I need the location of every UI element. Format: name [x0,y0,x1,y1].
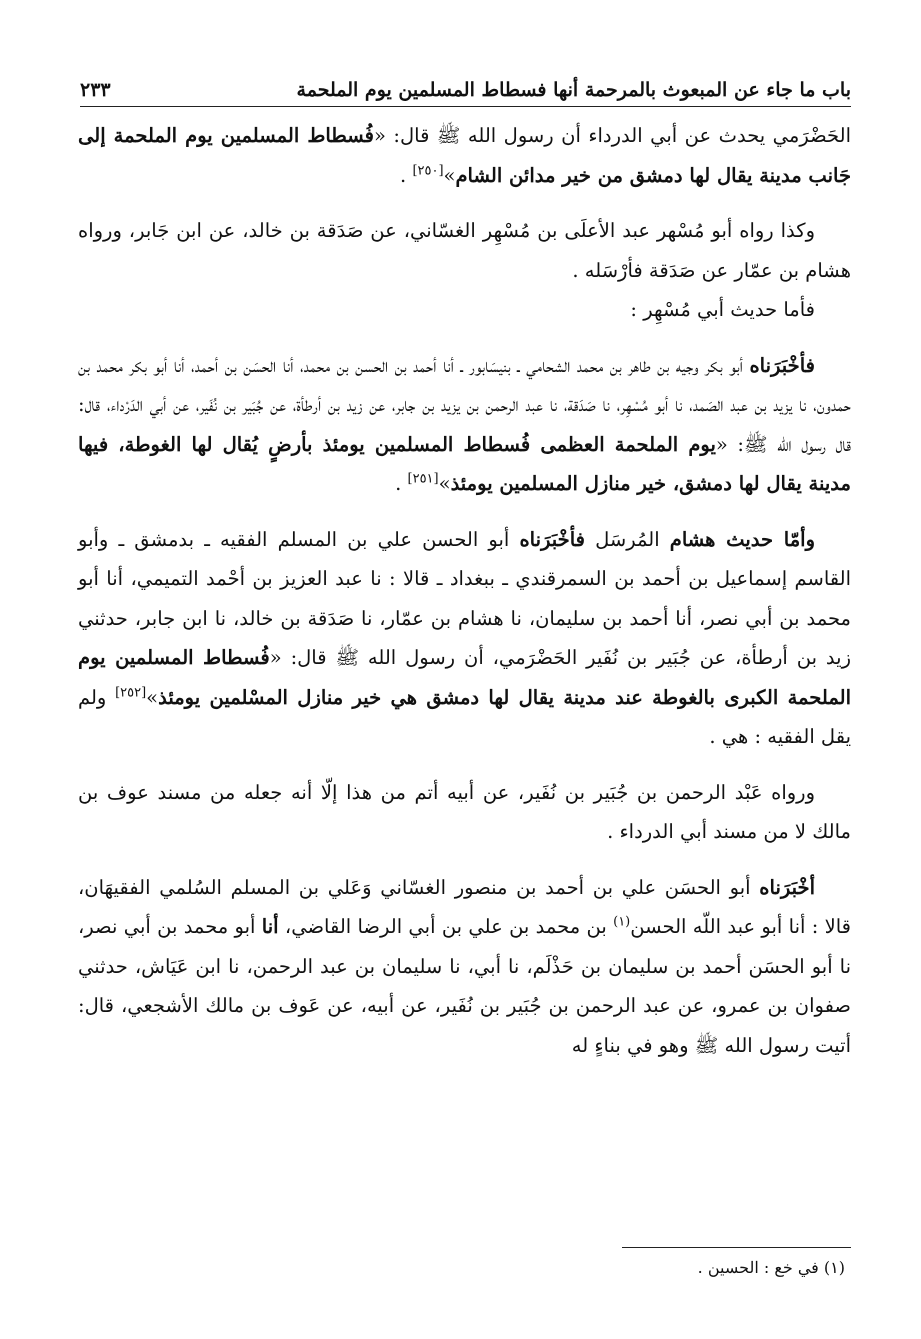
header-divider [80,106,851,107]
text-run: بن محمد بن علي بن أبي الرضا القاضي، [278,915,614,938]
bold-text: فُسطاط المسلمين يوم الملحمة إلى جَانب مدينة يقال لها دمشق من خير مدائن الشام [78,124,851,187]
paragraph [78,290,851,330]
footnote-divider [622,1247,851,1248]
text-run: » [146,685,159,709]
paragraph [78,211,851,290]
text-run: . [400,163,413,187]
reference-marker: [٢٥٢] [115,685,147,700]
text-run: » [438,472,451,495]
footnote-text: في خع : الحسين . [697,1258,819,1277]
text-run: أبو بكر وجيه بن طاهر بن محمد الشحامي ـ بنيسَابور ـ أنا أحمد بن الحسن بن محمد، أنا الحسَن بن أحمد، أنا أبو بكر محمد بن حمدون، نا يزيد بن عبد الصَمد، نا أبو مُسْهِر، نا صَدَقة، نا عبد الرحمن بن يزيد بن جابر، عن زيد بن أرطأة، عن جُبَير بن نُفَير، عن أبي الدَرْداء، قال: قال رسول الله ﷺ: « [78,353,851,456]
text-run: . [395,472,408,495]
paragraph [78,116,851,195]
text-run: ورواه عَبْد الرحمن بن جُبَير بن نُفَير، عن أبيه أتم من هذا إلّا أنه جعله من مسند عوف بن مالك لا من مسند أبي الدرداء . [78,780,851,843]
page-number: ٢٣٣ [80,79,111,101]
reference-marker: [٢٥١] [407,471,439,487]
bold-text: وأمّا حديث هشام [669,527,815,551]
reference-marker: (١) [613,914,631,930]
text-run: » [443,163,456,187]
bold-text: فأخْبَرَناه [749,353,815,377]
text-run: فأما حديث أبي مُسْهِر : [630,298,815,321]
text-run: الحَضْرَمي يحدث عن أبي الدرداء أن رسول الله ﷺ قال: « [374,124,851,147]
text-run: أبو الحسَن علي بن أحمد بن منصور الغسّاني وَعَلي بن المسلم السُلمي الفقيهَان، قالا : أنا أبو عبد اللّه الحسن [78,875,851,938]
paragraph [78,520,851,757]
running-header [80,60,851,104]
text-run: أبو محمد بن أبي نصر، نا أبو الحسَن أحمد بن سليمان بن حَذْلَم، نا أبي، نا سليمان بن عبد الرحمن، نا ابن عَيَاش، حدثني صفوان بن عمرو، عن عبد الرحمن بن جُبَير بن نُفَير، عن أبيه، عن عَوف بن مالك الأشجعي، قال: أتيت رسول الله ﷺ وهو في بناءٍ له [78,915,851,1057]
bold-text: يوم الملحمة العظمى فُسطاط المسلمين يومئذ بأرضٍ يُقال لها الغوطة، فيها مدينة يقال لها دمشق، خير منازل المسلمين يومئذ [78,432,851,495]
bold-text: فُسطاط المسلمين يوم الملحمة الكبرى بالغوطة عند مدينة يقال لها دمشق هي خير منازل المسْلمين يومئذ [78,646,851,709]
text-run: أبو الحسن علي بن المسلم الفقيه ـ بدمشق ـ وأبو القاسم إسماعيل بن أحمد بن السمرقندي ـ ببغداد ـ قالا : نا عبد العزيز بن أحْمد التميمي، أنا أبو محمد بن أبي نصر، أنا أحمد بن سليمان، نا هشام بن عمّار، نا صَدَقة بن خالد، نا ابن جابر، حدثني زيد بن أرطأة، عن جُبَير بن نُفَير الحَضْرَمي، أن رسول الله ﷺ قال: « [78,527,851,669]
footnote-marker: (١) [823,1258,845,1277]
paragraph [78,346,851,504]
text-run: وكذا رواه أبو مُسْهر عبد الأعلَى بن مُسْهِر الغسّاني، عن صَدَقة بن خالد، عن ابن جَابر، ورواه هشام بن عمّار عن صَدَقة فأرْسَله . [78,219,851,282]
chapter-title: باب ما جاء عن المبعوث بالمرحمة أنها فسطاط المسلمين يوم الملحمة [296,79,851,101]
bold-text: أخْبَرَناه [759,875,815,899]
text-run: المُرسَل [585,527,670,551]
bold-text: فأخْبَرَناه [519,527,585,551]
paragraph [78,868,851,1066]
bold-text: أنا [261,915,279,938]
footnote [80,1253,845,1283]
main-text [78,116,851,1065]
text-run: ولم يقل الفقيه : هي . [78,685,851,748]
reference-marker: [٢٥٠] [412,163,444,178]
paragraph [78,773,851,852]
